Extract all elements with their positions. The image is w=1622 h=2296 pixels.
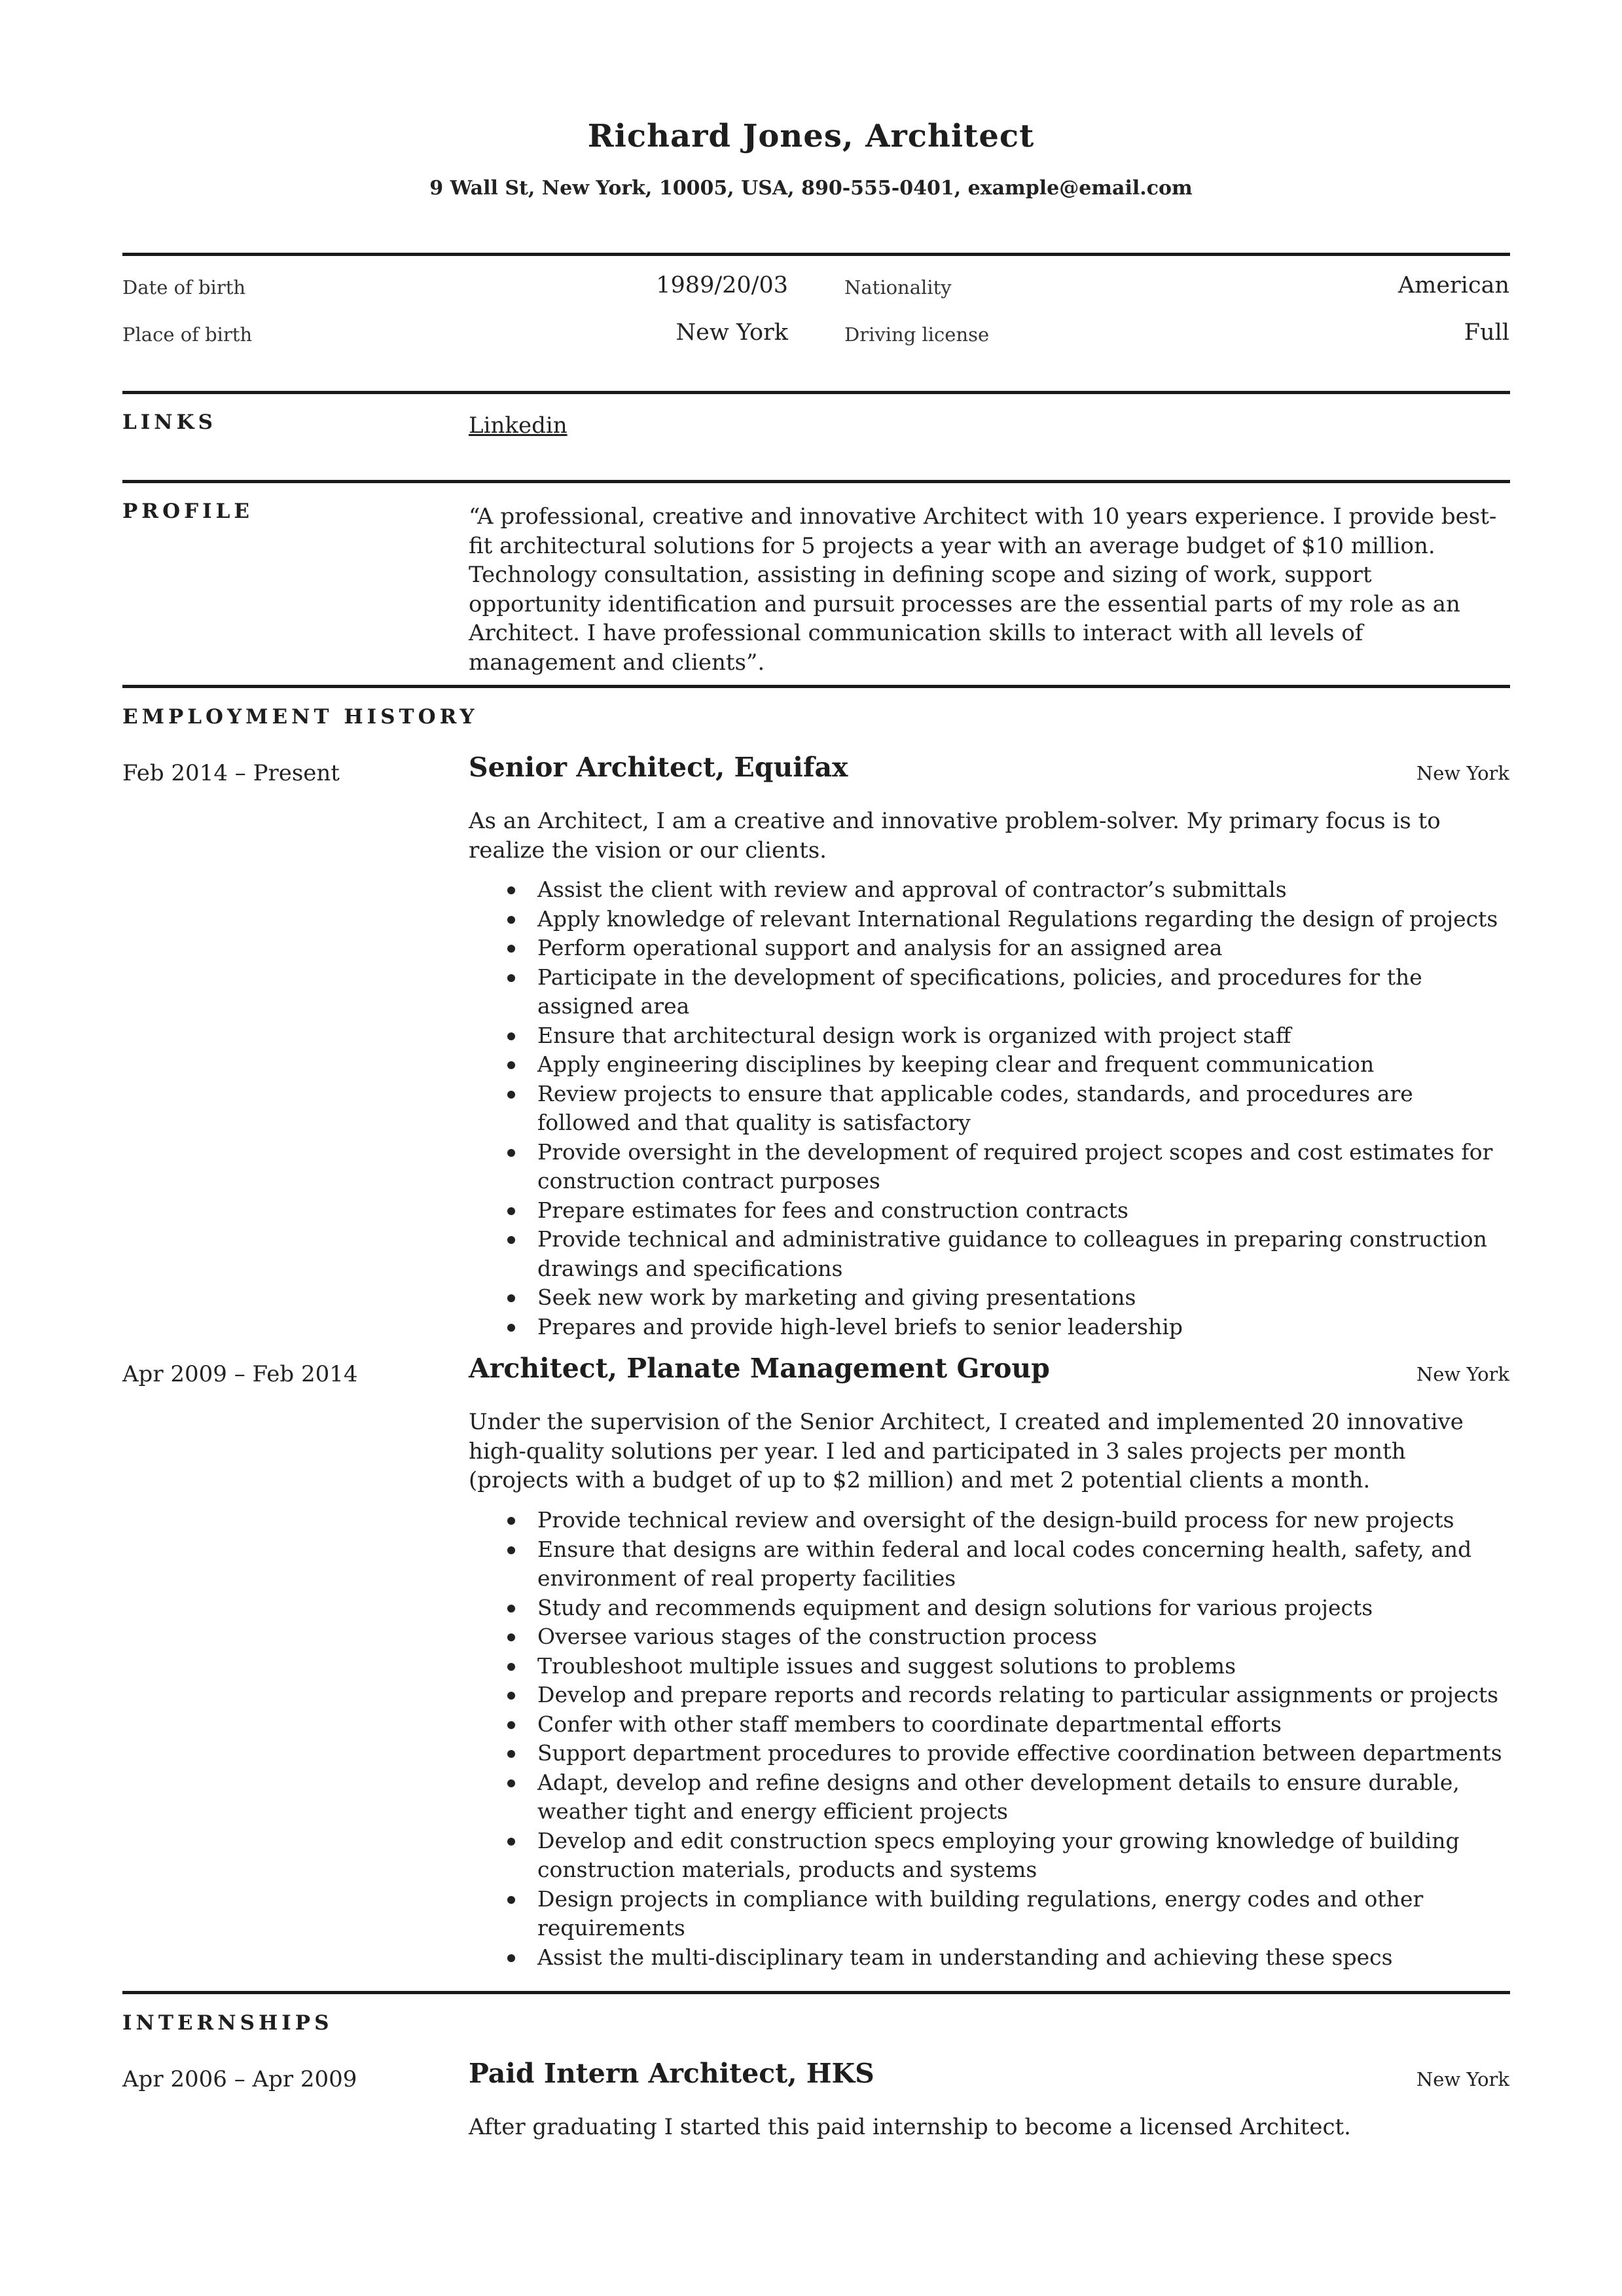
list-item: Perform operational support and analysis for an assigned area (469, 934, 1509, 963)
list-item: Ensure that designs are within federal and local codes concerning health, safety, and environment of real property facilities (469, 1535, 1509, 1594)
job-summary: Under the supervision of the Senior Architect, I created and implemented 20 innovative high-quality solutions per year. I led and participated in 3 sales projects per month (projects with a budget of up to $2 million) and met 2 potential clients a month. (469, 1409, 1464, 1493)
list-item: Assist the client with review and approval of contractor’s submittals (469, 875, 1509, 905)
job-dates: Feb 2014 – Present (122, 760, 340, 786)
internship-city: New York (1416, 2068, 1509, 2090)
job-duties-list (469, 875, 1509, 1341)
nationality-value: American (1397, 272, 1509, 299)
driving-license-label: Driving license (844, 323, 990, 346)
place-of-birth-value: New York (676, 319, 788, 346)
section-divider (122, 253, 1510, 256)
resume-title: Richard Jones, Architect (587, 118, 1035, 155)
section-divider (122, 1991, 1510, 1994)
list-item: Adapt, develop and refine designs and other development details to ensure durable, weather tight and energy efficient projects (469, 1768, 1509, 1827)
list-item: Troubleshoot multiple issues and suggest solutions to problems (469, 1652, 1509, 1681)
list-item: Study and recommends equipment and design solutions for various projects (469, 1594, 1509, 1623)
internship-summary: After graduating I started this paid internship to become a licensed Architect. (469, 2114, 1351, 2140)
list-item: Participate in the development of specifications, policies, and procedures for the assigned area (469, 963, 1509, 1021)
list-item: Develop and prepare reports and records relating to particular assignments or projects (469, 1681, 1509, 1710)
list-item: Prepare estimates for fees and construction contracts (469, 1196, 1509, 1226)
job-duties-list (469, 1506, 1509, 1972)
job-dates: Apr 2009 – Feb 2014 (122, 1361, 358, 1387)
section-divider (122, 685, 1510, 688)
list-item: Seek new work by marketing and giving presentations (469, 1283, 1509, 1313)
list-item: Develop and edit construction specs employing your growing knowledge of building construction materials, products and systems (469, 1827, 1509, 1885)
place-of-birth-label: Place of birth (122, 323, 253, 346)
driving-license-value: Full (1464, 319, 1509, 346)
section-divider (122, 480, 1510, 483)
job-title: Senior Architect, Equifax (469, 752, 848, 783)
date-of-birth-value: 1989/20/03 (656, 272, 788, 299)
list-item: Apply knowledge of relevant International Regulations regarding the design of projects (469, 905, 1509, 934)
list-item: Provide oversight in the development of required project scopes and cost estimates for construction contract purposes (469, 1138, 1509, 1196)
job-city: New York (1416, 1363, 1509, 1385)
list-item: Oversee various stages of the construction process (469, 1622, 1509, 1652)
internship-title: Paid Intern Architect, HKS (469, 2058, 874, 2089)
job-city: New York (1416, 762, 1509, 784)
profile-text: “A professional, creative and innovative Architect with 10 years experience. I provide best-fit architectural solutions for 5 projects a year with an average budget of $10 million. Technology consultation, assisting in defining scope and sizing of work, support opportunity identification and pursuit processes are the essential parts of my role as an Architect. I have professional communication skills to interact with all levels of management and clients”. (469, 503, 1497, 676)
list-item: Assist the multi-disciplinary team in understanding and achieving these specs (469, 1943, 1509, 1973)
links-heading: LINKS (122, 410, 217, 434)
nationality-label: Nationality (844, 276, 952, 299)
internships-heading: INTERNSHIPS (122, 2011, 333, 2035)
section-divider (122, 391, 1510, 394)
list-item: Apply engineering disciplines by keeping clear and frequent communication (469, 1050, 1509, 1080)
list-item: Ensure that architectural design work is organized with project staff (469, 1021, 1509, 1051)
job-title: Architect, Planate Management Group (469, 1353, 1050, 1384)
list-item: Support department procedures to provide effective coordination between departments (469, 1739, 1509, 1768)
list-item: Provide technical and administrative guidance to colleagues in preparing construction drawings and specifications (469, 1225, 1509, 1283)
internship-dates: Apr 2006 – Apr 2009 (122, 2066, 357, 2092)
employment-heading: EMPLOYMENT HISTORY (122, 705, 478, 729)
linkedin-link[interactable]: Linkedin (469, 412, 568, 439)
list-item: Confer with other staff members to coordinate departmental efforts (469, 1710, 1509, 1740)
job-summary: As an Architect, I am a creative and innovative problem-solver. My primary focus is to realize the vision or our clients. (469, 808, 1441, 864)
contact-line: 9 Wall St, New York, 10005, USA, 890-555-0401, example@email.com (429, 177, 1193, 200)
date-of-birth-label: Date of birth (122, 276, 246, 299)
list-item: Provide technical review and oversight of the design-build process for new projects (469, 1506, 1509, 1535)
list-item: Prepares and provide high-level briefs to senior leadership (469, 1313, 1509, 1342)
list-item: Review projects to ensure that applicable codes, standards, and procedures are followed and that quality is satisfactory (469, 1080, 1509, 1138)
profile-heading: PROFILE (122, 500, 254, 523)
list-item: Design projects in compliance with building regulations, energy codes and other requirements (469, 1885, 1509, 1943)
